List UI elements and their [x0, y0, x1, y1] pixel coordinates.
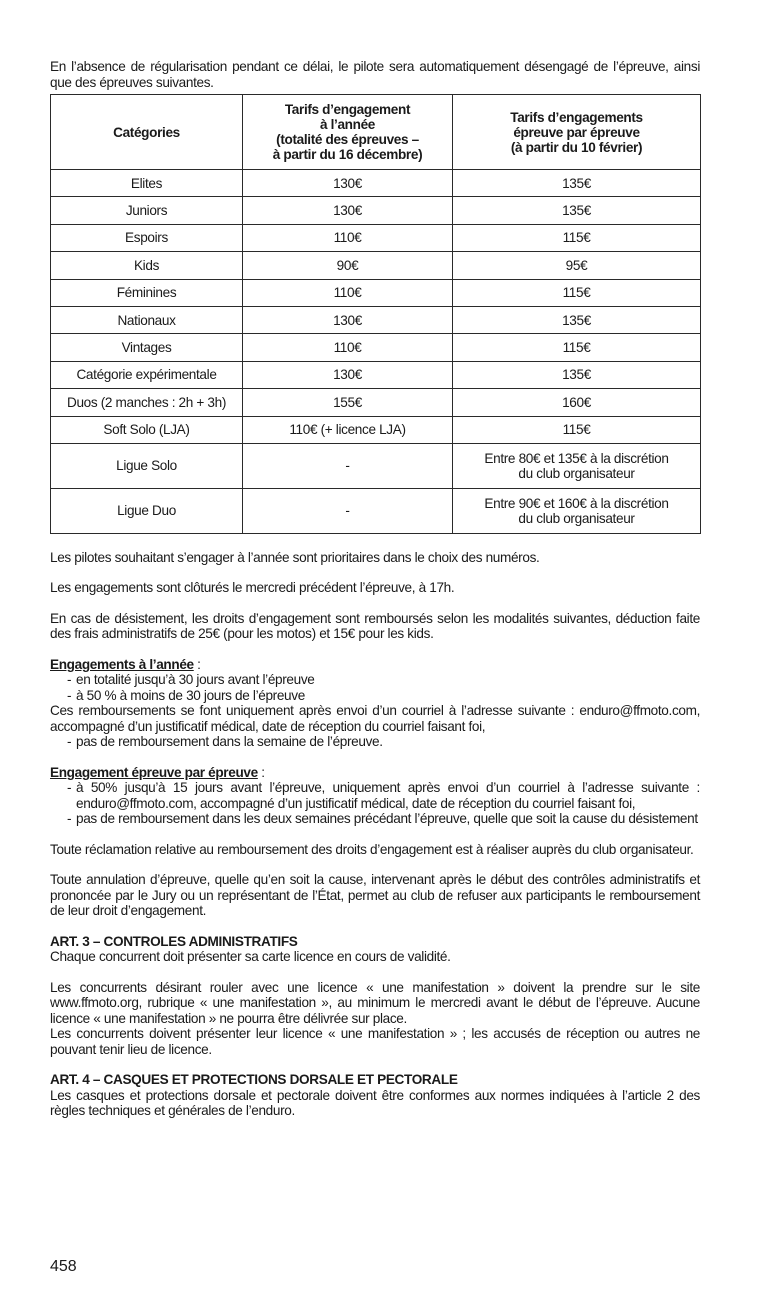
table-row: [51, 170, 701, 197]
category-cell: Elites: [51, 170, 243, 197]
page-number: 458: [50, 1258, 77, 1275]
annual-rate-cell: 130€: [243, 306, 453, 333]
annual-rate-cell: 110€: [243, 279, 453, 306]
annual-rate-cell: 110€: [243, 224, 453, 251]
annual-rate-cell: -: [243, 443, 453, 488]
annual-rate-cell: 110€ (+ licence LJA): [243, 416, 453, 443]
annual-rate-cell: -: [243, 488, 453, 533]
list-item: - en totalité jusqu’à 30 jours avant l’épreuve: [67, 672, 315, 688]
tarifs-table: [50, 94, 701, 534]
header-annual-rate: Tarifs d’engagement à l’année (totalité des épreuves – à partir du 16 décembre): [243, 95, 453, 170]
category-cell: Ligue Solo: [51, 443, 243, 488]
table-row: [51, 488, 701, 533]
per-event-rate-cell: 115€: [453, 334, 701, 361]
per-event-rate-cell: 115€: [453, 224, 701, 251]
annual-rate-cell: 90€: [243, 252, 453, 279]
category-cell: Soft Solo (LJA): [51, 416, 243, 443]
category-cell: Espoirs: [51, 224, 243, 251]
list-item: - à 50% jusqu’à 15 jours avant l’épreuve, uniquement après envoi d’un courriel à l’adresse suivante : enduro@ffmoto.com, accompagné d’un justificatif médical, date de réception du courriel faisant foi,: [67, 780, 700, 811]
art4-paragraph-1: Les casques et protections dorsale et pectorale doivent être conformes aux normes indiquées à l’article 2 des règles techniques et générales de l’enduro.: [50, 1087, 700, 1119]
per-event-rate-cell: 135€: [453, 197, 701, 224]
header-categories: Catégories: [51, 95, 243, 170]
annual-rate-cell: 110€: [243, 334, 453, 361]
annual-heading: Engagements à l’année: [50, 656, 194, 672]
per-event-section: Engagement épreuve par épreuve :: [50, 764, 265, 780]
list-item: - à 50 % à moins de 30 jours de l’épreuve: [67, 687, 305, 703]
annual-section: Engagements à l’année :: [50, 656, 201, 672]
claims-paragraph: Toute réclamation relative au remboursement des droits d’engagement est à réaliser auprès du club organisateur.: [50, 841, 694, 857]
per-event-rate-cell: 135€: [453, 306, 701, 333]
document-page: [50, 59, 700, 1119]
category-cell: Duos (2 manches : 2h + 3h): [51, 389, 243, 416]
annual-rate-cell: 130€: [243, 197, 453, 224]
per-event-rate-cell: 115€: [453, 416, 701, 443]
table-row: [51, 224, 701, 251]
art3-paragraph-2: Les concurrents désirant rouler avec une licence « une manifestation » doivent la prendre sur le site www.ffmoto.org, rubrique « une manifestation », au minimum le mercredi avant le début de l’épreuve. Aucune licence « une manifestation » ne pourra être délivrée sur place.: [50, 979, 700, 1026]
per-event-rate-cell: 115€: [453, 279, 701, 306]
annual-list: [50, 672, 700, 703]
table-header-row: [51, 95, 701, 170]
category-cell: Juniors: [51, 197, 243, 224]
per-event-rate-cell: 135€: [453, 170, 701, 197]
art3-title: ART. 3 – CONTROLES ADMINISTRATIFS: [50, 933, 298, 949]
intro-paragraph: En l’absence de régularisation pendant ce délai, le pilote sera automatiquement désengagé de l’épreuve, ainsi que des épreuves suivantes.: [50, 59, 700, 90]
table-row: [51, 416, 701, 443]
per-event-rate-cell: 160€: [453, 389, 701, 416]
per-event-list: [50, 780, 700, 827]
annual-rate-cell: 130€: [243, 361, 453, 388]
table-row: [51, 252, 701, 279]
closing-paragraph: Les engagements sont clôturés le mercredi précédent l’épreuve, à 17h.: [50, 580, 455, 596]
table-row: [51, 197, 701, 224]
header-per-event-rate: Tarifs d’engagements épreuve par épreuve (à partir du 10 février): [453, 95, 701, 170]
category-cell: Nationaux: [51, 306, 243, 333]
list-item: - pas de remboursement dans la semaine de l’épreuve.: [67, 734, 383, 750]
cancellation-paragraph: Toute annulation d’épreuve, quelle qu’en soit la cause, intervenant après le début des contrôles administratifs et prononcée par le Jury ou un représentant de l’État, permet au club de refuser aux participants le remboursement de leur droit d’engagement.: [50, 872, 700, 919]
list-item: - pas de remboursement dans les deux semaines précédant l’épreuve, quelle que soit la cause du désistement: [67, 811, 698, 827]
annual-rate-cell: 130€: [243, 170, 453, 197]
annual-note: Ces remboursements se font uniquement après envoi d’un courriel à l’adresse suivante : enduro@ffmoto.com, accompagné d’un justificatif médical, date de réception du courriel faisant foi,: [50, 703, 700, 734]
art3-paragraph-1: Chaque concurrent doit présenter sa carte licence en cours de validité.: [50, 949, 451, 965]
category-cell: Kids: [51, 252, 243, 279]
priority-paragraph: Les pilotes souhaitant s’engager à l’année sont prioritaires dans le choix des numéros.: [50, 549, 540, 565]
per-event-rate-cell: 95€: [453, 252, 701, 279]
category-cell: Catégorie expérimentale: [51, 361, 243, 388]
table-row: [51, 306, 701, 333]
per-event-rate-cell: Entre 90€ et 160€ à la discrétion du club organisateur: [453, 488, 701, 533]
per-event-rate-cell: 135€: [453, 361, 701, 388]
annual-list-last: [50, 734, 700, 750]
table-row: [51, 279, 701, 306]
category-cell: Ligue Duo: [51, 488, 243, 533]
per-event-heading: Engagement épreuve par épreuve: [50, 764, 258, 780]
category-cell: Féminines: [51, 279, 243, 306]
table-row: [51, 361, 701, 388]
table-row: [51, 334, 701, 361]
annual-rate-cell: 155€: [243, 389, 453, 416]
withdrawal-paragraph: En cas de désistement, les droits d’engagement sont remboursés selon les modalités suivantes, déduction faite des frais administratifs de 25€ (pour les motos) et 15€ pour les kids.: [50, 610, 700, 642]
table-row: [51, 443, 701, 488]
per-event-rate-cell: Entre 80€ et 135€ à la discrétion du club organisateur: [453, 443, 701, 488]
table-row: [51, 389, 701, 416]
art3-paragraph-3: Les concurrents doivent présenter leur licence « une manifestation » ; les accusés de réception ou autres ne pouvant tenir lieu de licence.: [50, 1026, 700, 1057]
art4-title: ART. 4 – CASQUES ET PROTECTIONS DORSALE ET PECTORALE: [50, 1072, 458, 1088]
category-cell: Vintages: [51, 334, 243, 361]
